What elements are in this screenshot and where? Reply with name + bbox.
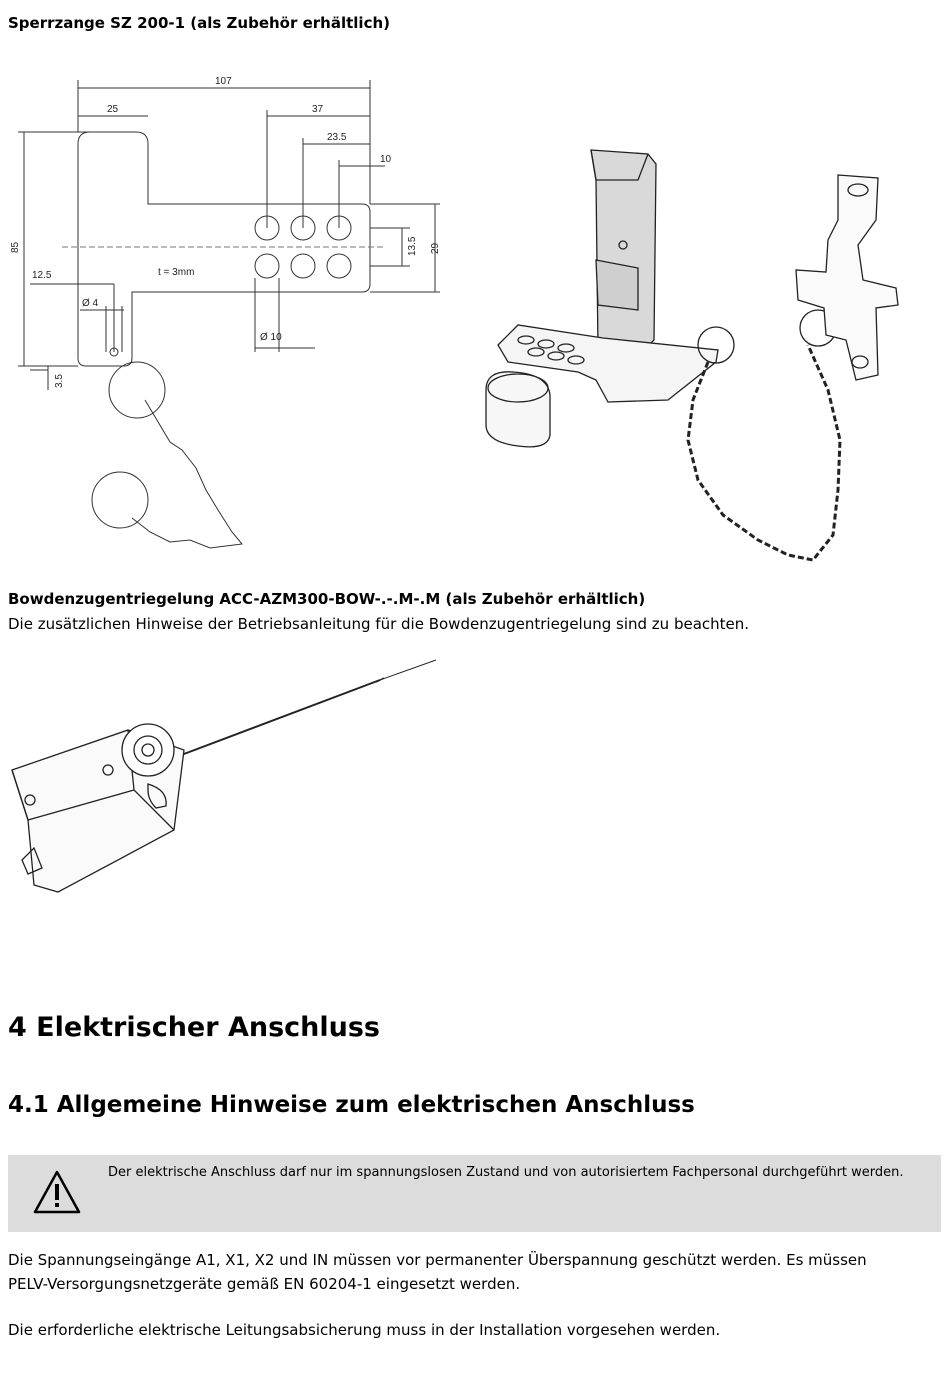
sz200-isometric-drawing	[478, 140, 908, 570]
chapter-title: 4 Elektrischer Anschluss	[8, 1012, 380, 1043]
dim-12-5: 12.5	[32, 270, 52, 281]
dim-10: 10	[380, 154, 392, 165]
dim-23-5: 23.5	[327, 132, 347, 143]
dim-85: 85	[10, 241, 21, 253]
dim-o4: Ø 4	[82, 298, 99, 309]
bow-heading: Bowdenzugentriegelung ACC-AZM300-BOW-.-.M-.M (als Zubehör erhältlich)	[8, 590, 646, 608]
paragraph-fuse: Die erforderliche elektrische Leitungsabsicherung muss in der Installation vorgesehen werden.	[8, 1321, 721, 1339]
paragraph-overvoltage-line2: PELV-Versorgungsnetzgeräte gemäß EN 60204-1 eingesetzt werden.	[8, 1275, 521, 1293]
dim-13-5: 13.5	[407, 236, 418, 256]
warning-box	[8, 1155, 941, 1232]
bow-note: Die zusätzlichen Hinweise der Betriebsanleitung für die Bowdenzugentriegelung sind zu beachten.	[8, 615, 750, 633]
sz200-dimension-drawing	[10, 70, 440, 560]
dim-o10: Ø 10	[260, 332, 282, 343]
warning-triangle-icon	[32, 1169, 82, 1215]
dim-107: 107	[215, 76, 232, 87]
paragraph-overvoltage-line1: Die Spannungseingänge A1, X1, X2 und IN müssen vor permanenter Überspannung geschützt werden. Es müssen	[8, 1251, 867, 1269]
dim-29: 29	[430, 242, 441, 254]
dim-25: 25	[107, 104, 119, 115]
sz-heading: Sperrzange SZ 200-1 (als Zubehör erhältlich)	[8, 14, 391, 32]
dim-3-5: 3.5	[54, 374, 65, 388]
warning-text: Der elektrische Anschluss darf nur im spannungslosen Zustand und von autorisiertem Fachpersonal durchgeführt werden.	[108, 1165, 904, 1180]
bowden-cable-drawing	[8, 660, 448, 900]
dim-t3: t = 3mm	[158, 267, 195, 278]
dim-37: 37	[312, 104, 324, 115]
section-title: 4.1 Allgemeine Hinweise zum elektrischen Anschluss	[8, 1092, 695, 1118]
